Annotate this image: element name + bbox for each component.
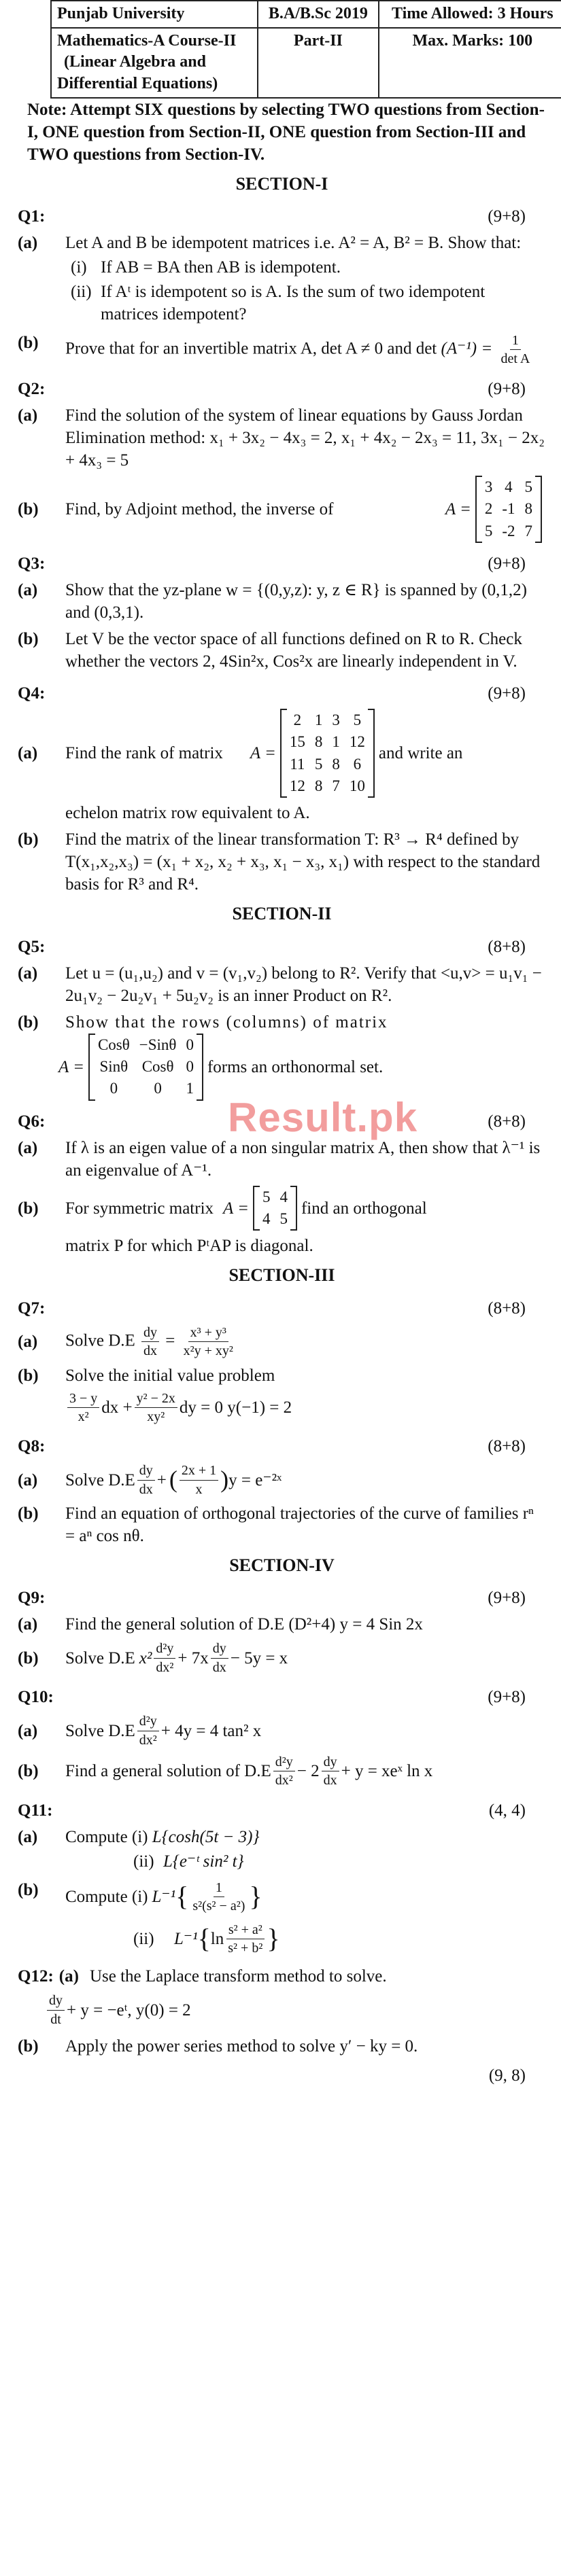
- matrix-entry: 0: [186, 1036, 194, 1053]
- question-4b: (b) Find the matrix of the linear transformation T: R³ → R⁴ defined by T(x₁,x₂,x₃) = (x₁ + x₂, x₂ + x₃, x₁ − x₃, x₁) with respect to the standard basis for R³ and R⁴.: [18, 830, 541, 894]
- question-12-marks: (9, 8): [488, 2066, 526, 2085]
- question-8b: (b) Find an equation of orthogonal trajectories of the curve of families rⁿ = aⁿ cos nθ.: [18, 1504, 534, 1546]
- subject-line-3: Differential Equations): [57, 75, 218, 93]
- instructions-note: Note: Attempt SIX questions by selecting TWO questions from Section-I, ONE question from Section-II, ONE question from Section-III and TWO questions from Section-IV.: [27, 100, 545, 164]
- subject-line-2: (Linear Algebra and: [64, 53, 206, 71]
- matrix-entry: 7: [524, 522, 532, 540]
- section-4-heading: SECTION-IV: [229, 1555, 335, 1576]
- matrix-entry: Cosθ: [97, 1036, 130, 1053]
- question-10a: (a) Solve D.E $\frac{\text{d²y}}{\text{dx²}}$ + 4y = 4 tan² x: [18, 1714, 262, 1748]
- matrix-entry: 6: [353, 755, 362, 773]
- matrix-entry: 11: [290, 755, 305, 773]
- question-6a: (a) If λ is an eigen value of a non singular matrix A, then show that λ⁻¹ is an eigenvalue of A⁻¹.: [18, 1138, 541, 1180]
- matrix-entry: 0: [154, 1080, 162, 1097]
- time-cell: Time Allowed: 3 Hours: [379, 1, 561, 28]
- question-7a: (a) Solve D.E $\frac{dy}{dx}$ = $\frac{\text{x³ + y³}}{\text{x²y + xy²}}$: [18, 1324, 233, 1359]
- question-9-header: Q9: (9+8): [18, 1589, 526, 1608]
- question-5a: (a) Let u = (u₁,u₂) and v = (v₁,v₂) belong to R². Verify that <u,v> = u₁v₁ − 2u₁v₂ − 2u₂v₁ + 5u₂v₂ is an inner Product on R².: [18, 964, 542, 1005]
- matrix-entry: 5: [262, 1188, 271, 1205]
- matrix-entry: 2: [293, 711, 302, 728]
- section-1-heading: SECTION-I: [235, 173, 328, 194]
- matrix-entry: 5: [279, 1210, 288, 1228]
- watermark-logo: Result.pk: [228, 1095, 418, 1140]
- matrix-entry: 5: [353, 711, 362, 728]
- question-12b: (b) Apply the power series method to solve y′ − ky = 0.: [18, 2037, 418, 2056]
- question-1-header: [18, 205, 546, 228]
- question-3b: (b) Let V be the vector space of all functions defined on R to R. Check whether the vectors 2, 4Sin²x, Cos²x are linearly independent in V.: [18, 629, 522, 671]
- matrix-entry: 8: [314, 733, 323, 751]
- matrix-entry: 0: [186, 1057, 194, 1075]
- matrix-entry: 4: [262, 1210, 271, 1228]
- question-5-header: Q5: (8+8): [18, 937, 526, 956]
- matrix-entry: 3: [484, 478, 493, 495]
- matrix-entry: 2: [484, 500, 493, 518]
- matrix-entry: 15: [289, 733, 305, 751]
- question-9b: (b) Solve D.E x² $\frac{\text{d²y}}{\text{dx²}}$ + 7x $\frac{dy}{dx}$ − 5y = x: [18, 1641, 288, 1675]
- question-1b: (b) Prove that for an invertible matrix A, det A ≠ 0 and det (A⁻¹) = $\frac{1}{\text{det A}}$: [18, 332, 546, 368]
- matrix-entry: -1: [502, 500, 515, 518]
- matrix-entry: 4: [279, 1188, 288, 1205]
- question-12a-equation: $\frac{dy}{dt}$ + y = −eᵗ, y(0) = 2: [45, 1992, 546, 2028]
- header-table: [50, 0, 561, 99]
- question-3-header: Q3: (9+8): [18, 554, 526, 573]
- question-marks: (9+8): [488, 207, 526, 226]
- question-label: Q1:: [18, 207, 46, 226]
- fraction: $\frac{1}{\text{det A}}$: [500, 333, 530, 367]
- question-10-header: Q10: (9+8): [18, 1688, 526, 1707]
- matrix-entry: 1: [332, 733, 340, 751]
- matrix-q4a: [280, 709, 375, 798]
- matrix-entry: −Sinθ: [139, 1036, 177, 1053]
- matrix-entry: 8: [524, 500, 532, 518]
- section-3-heading: SECTION-III: [228, 1265, 335, 1286]
- matrix-entry: 1: [314, 711, 323, 728]
- matrix-entry: 7: [332, 777, 340, 794]
- matrix-q5b: [88, 1034, 203, 1101]
- matrix-entry: 8: [314, 777, 323, 794]
- question-9a: (a) Find the general solution of D.E (D²+4) y = 4 Sin 2x: [18, 1615, 423, 1634]
- question-6-header: Q6: (8+8): [18, 1112, 526, 1131]
- matrix-q6b: [253, 1186, 297, 1231]
- question-4a: (a) Find the rank of matrix A = 2 1 3 5 15 8 1 12 11 5 8 6 12 8 7 10 and write an: [18, 709, 546, 798]
- question-10b: (b) Find a general solution of D.E $\frac{\text{d²y}}{\text{dx²}}$ − 2 $\frac{dy}{dx}$ + y = xeˣ ln x: [18, 1754, 433, 1788]
- university-cell: Punjab University: [51, 1, 258, 28]
- question-7b: (b) Solve the initial value problem $\frac{3 - y}{\text{x²}}$ dx + $\frac{\text{y² − 2x}}{\text{xy²}}$ dy = 0 y(−1) = 2: [18, 1366, 292, 1424]
- question-1a: (a) Let A and B be idempotent matrices i.e. A² = A, B² = B. Show that: (i) If AB = BA then AB is idempotent. (ii) If Aᵗ is idempotent so is A. Is the sum of two idempotent matrices idempotent?: [18, 234, 522, 323]
- matrix-entry: 5: [524, 478, 532, 495]
- exam-paper: Punjab University B.A/B.Sc 2019 Time Allowed: 3 Hours Mathematics-A Course-II (Linear Algebra and Differential Equations) Part-II Max. Marks: 100 Note: Attempt SIX questions by selecting TWO questions from Section-I, ONE question from Section-II, ONE question from Section-III and TWO questions from Section-IV. SECTION-I Q1: (9+8) (a) Let A and B be idempotent matrices i.e. A² = A, B² = B. Show that: (i) If AB = BA then AB is idempotent. (ii) If Aᵗ is idempotent so is A. Is the sum of two idempotent matrices idempotent? (b) Prove that for an invertible matrix A, det A ≠ 0 and det (A⁻¹) = $\frac{1}{\text{det A}}$ Q2: (9+8) (a) Find the solution of the system of linear equations by Gauss Jordan Elimination method: x₁ + 3x₂ − 4x₃ = 2, x₁ + 4x₂ − 2x₃ = 11, 3x₁ − 2x₂ + 4x₃ = 5 (b) Find, by Adjoint method, the inverse of A = 3 4 5 2 -1 8 5 -2 7 Q3: (9+8) (a) Show that the yz-plane w = {(0,y,z): y, z ∈ R} is spanned by (0,1,2) and (0,3,1). (b) Let V be the vector space of all functions defined on R to R. Check whether the vectors 2, 4Sin²x, Cos²x are linearly independent in V. Q4: (9+8) (a) Find the rank of matrix A = 2 1 3 5 15 8 1 12 11 5 8 6 12 8 7 10 and write an echelon matrix row equivalent to A. (b) Find the matrix of the linear transformation T: R³ → R⁴ defined by T(x₁,x₂,x₃) = (x₁ + x₂, x₂ + x₃, x₁ − x₃, x₁) with respect to the standard basis for R³ and R⁴. SECTION-II Q5: (8+8) (a) Let u = (u₁,u₂) and v = (v₁,v₂) belong to R². Verify that <u,v> = u₁v₁ − 2u₁v₂ − 2u₂v₁ + 5u₂v₂ is an inner Product on R². (b) Show that the rows (columns) of matrix A = Cosθ −Sinθ 0 Sinθ Cosθ 0 0 0 1 forms an orthonormal set. Q6: (8+8) (a) If λ is an eigen value of a non singular matrix A, then show that λ⁻¹ is an eigenvalue of A⁻¹. (b) For symmetric matrix A = 5 4 4 5 find an orthogonal matrix P for which PᵗAP is diagonal. SECTION-III Q7: (8+8) (a) Solve D.E $\frac{dy}{dx}$ = $\frac{\text{x³ + y³}}{\text{x²y + xy²}}$ (b) Solve the initial value problem $\frac{3 - y}{\text{x²}}$ dx + $\frac{\text{y² − 2x}}{\text{xy²}}$ dy = 0 y(−1) = 2 Q8: (8+8) (a) Solve D.E $\frac{dy}{dx}$ + ( $\frac{2x + 1}{x}$ ) y = e⁻²ˣ (b) Find an equation of orthogonal trajectories of the curve of families rⁿ = aⁿ cos nθ. SECTION-IV Q9: (9+8) (a) Find the general solution of D.E (D²+4) y = 4 Sin 2x (b) Solve D.E x² $\frac{\text{d²y}}{\text{dx²}}$ + 7x $\frac{dy}{dx}$ − 5y = x Q10: (9+8) (a) Solve D.E $\frac{\text{d²y}}{\text{dx²}}$ + 4y = 4 tan² x (b) Find a general solution of D.E $\frac{\text{d²y}}{\text{dx²}}$ − 2 $\frac{dy}{dx}$ + y = xeˣ ln x Q11: (4, 4) (a) Compute (i) L{cosh(5t − 3)} (ii) L{e⁻ᵗ sin² t} (b) Compute (i) L⁻¹ { $\frac{1}{\text{s²(s² − a²)}}$ } (ii) L⁻¹ { ln $\frac{\text{s² + a²}}{\text{s² + b²}}$ } Q12: (a) Use the Laplace transform method to solve. $\frac{dy}{dt}$ + y = −eᵗ, y(0) = 2 (b) Apply the power series method to solve y′ − ky = 0. (9, 8) Result.pk: [0, 0, 561, 2576]
- matrix-entry: 1: [186, 1080, 194, 1097]
- matrix-entry: 0: [109, 1080, 118, 1097]
- matrix-q2b: [475, 476, 542, 543]
- matrix-entry: Cosθ: [141, 1057, 174, 1075]
- section-2-heading: SECTION-II: [232, 904, 332, 924]
- matrix-entry: 10: [349, 777, 365, 794]
- question-2b: (b) Find, by Adjoint method, the inverse of A = 3 4 5 2 -1 8 5 -2 7: [18, 476, 546, 543]
- question-11a: (a) Compute (i) L{cosh(5t − 3)} (ii) L{e⁻ᵗ sin² t}: [18, 1827, 260, 1871]
- question-4-header: Q4: (9+8): [18, 684, 526, 703]
- question-8-header: Q8: (8+8): [18, 1437, 526, 1456]
- matrix-entry: -2: [502, 522, 515, 540]
- question-3a: (a) Show that the yz-plane w = {(0,y,z): y, z ∈ R} is spanned by (0,1,2) and (0,3,1).: [18, 580, 527, 622]
- question-12a: Q12: (a) Use the Laplace transform method to solve.: [18, 1967, 387, 1986]
- question-6b: (b) For symmetric matrix A = 5 4 4 5 find an orthogonal: [18, 1186, 546, 1231]
- matrix-entry: Sinθ: [99, 1057, 129, 1075]
- question-2-header: Q2: (9+8): [18, 379, 526, 398]
- question-8a: (a) Solve D.E $\frac{dy}{dx}$ + ( $\frac{2x + 1}{x}$ ) y = e⁻²ˣ: [18, 1463, 282, 1497]
- matrix-entry: 12: [349, 733, 365, 751]
- subject-cell: [51, 28, 258, 98]
- exam-cell: B.A/B.Sc 2019: [258, 1, 378, 28]
- marks-cell: Max. Marks: 100: [379, 28, 561, 98]
- matrix-entry: 4: [505, 478, 513, 495]
- matrix-entry: 8: [332, 755, 340, 773]
- question-2a: (a) Find the solution of the system of linear equations by Gauss Jordan Elimination method: x₁ + 3x₂ − 4x₃ = 2, x₁ + 4x₂ − 2x₃ = 11, 3x₁ − 2x₂ + 4x₃ = 5: [18, 406, 545, 470]
- matrix-entry: 5: [314, 755, 323, 773]
- matrix-entry: 5: [484, 522, 493, 540]
- subject-line-1: Mathematics-A Course-II: [57, 31, 237, 50]
- question-11b: (b) Compute (i) L⁻¹ { $\frac{1}{\text{s²(s² − a²)}}$ } (ii) L⁻¹ { ln $\frac{\text{s² + a²}}{\text{s² + b²}}$ }: [18, 1880, 280, 1956]
- question-7-header: Q7: (8+8): [18, 1299, 526, 1318]
- question-11-header: Q11: (4, 4): [18, 1801, 526, 1820]
- matrix-entry: 3: [332, 711, 340, 728]
- matrix-entry: 12: [289, 777, 305, 794]
- question-5b: (b) Show that the rows (columns) of matrix A = Cosθ −Sinθ 0 Sinθ Cosθ 0 0 0 1 forms an orthonormal set.: [18, 1011, 546, 1101]
- part-cell: Part-II: [258, 28, 378, 98]
